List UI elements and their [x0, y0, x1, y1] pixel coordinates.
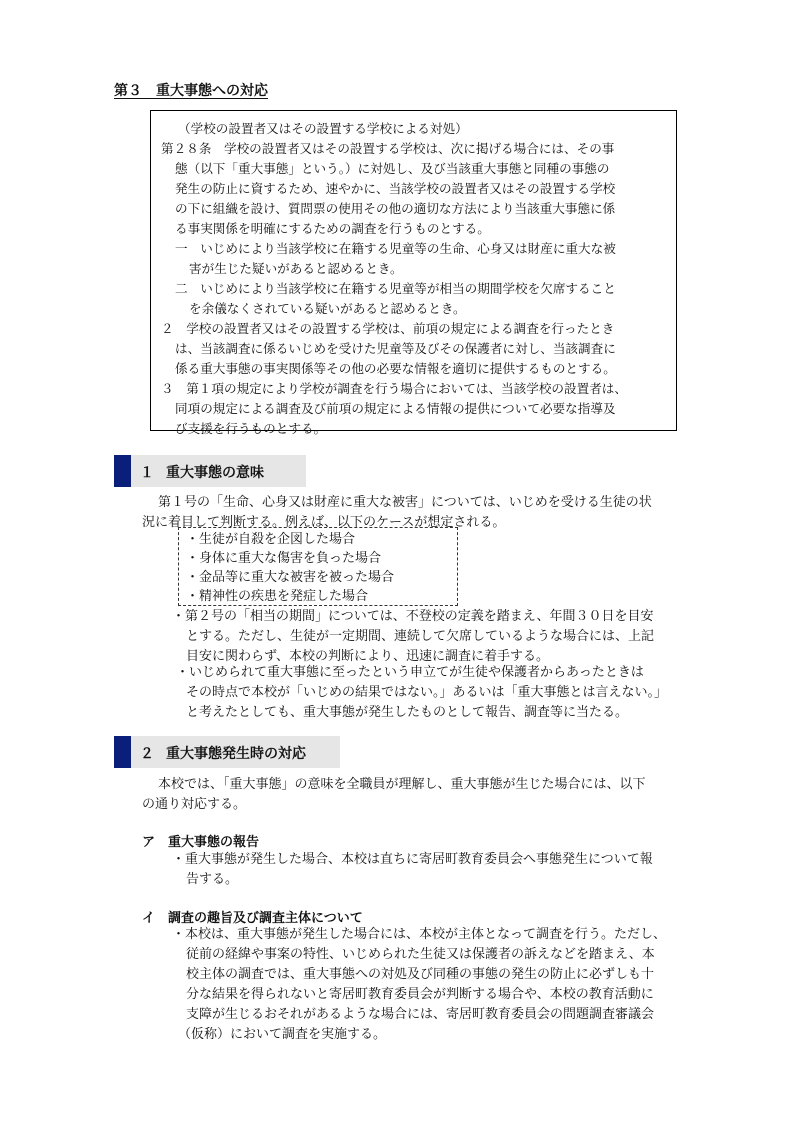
section-marker: [114, 455, 131, 487]
note-claim: ・いじめられて重大事態に至ったという申立てが生徒や保護者からあったときは: [176, 665, 644, 680]
law-caption: （学校の設置者又はその設置する学校による対処）: [178, 121, 468, 136]
note-period: 目安に関わらず、本校の判断により、迅速に調査に着手する。: [186, 649, 549, 664]
law-paragraph-line: 係る重大事態の事実関係等その他の必要な情報を適切に提供するものとする。: [175, 361, 616, 376]
case-item: ・精神性の疾患を発症した場合: [186, 589, 369, 604]
law-paragraph-line: 同項の規定による調査及び前項の規定による情報の提供について必要な指導及: [175, 401, 616, 416]
subsection-i-heading: イ 調査の趣旨及び調査主体について: [142, 911, 363, 926]
section-1-intro: 況に着目して判断する。例えば、以下のケースが想定される。: [142, 515, 506, 530]
section-marker: [114, 736, 131, 768]
subsection-i-line: 支障が生じるおそれがあるような場合には、寄居町教育委員会の問題調査審議会: [186, 1007, 655, 1022]
section-title: 重大事態発生時の対応: [166, 746, 306, 762]
subsection-i-line: 分な結果を得られないと寄居町教育委員会が判断する場合や、本校の教育活動に: [186, 987, 654, 1002]
section-number: ２: [140, 746, 154, 762]
note-period: とする。ただし、生徒が一定期間、連続して欠席しているような場合には、上記: [186, 629, 655, 644]
law-article-box: [150, 110, 677, 436]
subsection-i-line: （仮称）において調査を実施する。: [178, 1027, 387, 1042]
note-period: ・第２号の「相当の期間」については、不登校の定義を踏まえ、年間３０日を目安: [172, 609, 654, 624]
section-number: １: [140, 465, 154, 481]
law-article-line: 態（以下「重大事態」という。）に対処し、及び当該重大事態と同種の事態の: [175, 161, 610, 176]
subsection-i-line: ・本校は、重大事態が発生した場合には、本校が主体となって調査を行う。ただし、: [172, 927, 667, 942]
case-item: ・身体に重大な傷害を負った場合: [186, 551, 382, 566]
subsection-a-heading: ア 重大事態の報告: [142, 835, 260, 850]
law-article-line: の下に組織を設け、質問票の使用その他の適切な方法により当該重大事態に係: [175, 201, 616, 216]
page-title: 第３ 重大事態への対応: [114, 83, 268, 99]
law-article-line: 発生の防止に資するため、速やかに、当該学校の設置者又はその設置する学校: [175, 181, 616, 196]
law-paragraph-line: び支援を行うものとする。: [175, 421, 327, 436]
section-1-heading: [114, 455, 306, 487]
law-paragraph-line: は、当該調査に係るいじめを受けた児童等及びその保護者に対し、当該調査に: [175, 341, 616, 356]
note-claim: と考えたとしても、重大事態が発生したものとして報告、調査等に当たる。: [186, 705, 629, 720]
subsection-a-line: ・重大事態が発生した場合、本校は直ちに寄居町教育委員会へ事態発生について報: [172, 852, 653, 867]
law-article-line: 第２８条 学校の設置者又はその設置する学校は、次に掲げる場合には、その事: [161, 141, 615, 156]
section-2-heading: [114, 736, 340, 768]
subsection-i-line: 校主体の調査では、重大事態への対処及び同種の事態の発生の防止に必ずしも十: [186, 967, 655, 982]
section-2-intro: の通り対応する。: [142, 797, 247, 812]
law-item-line: 害が生じた疑いがあると認めるとき。: [189, 261, 403, 276]
law-paragraph-line: ３ 第１項の規定により学校が調査を行う場合においては、当該学校の設置者は、: [161, 381, 627, 396]
law-item-line: 二 いじめにより当該学校に在籍する児童等が相当の期間学校を欠席すること: [175, 281, 616, 296]
subsection-i-line: 従前の経緯や事案の特性、いじめられた生徒又は保護者の訴えなどを踏まえ、本: [186, 947, 655, 962]
subsection-a-line: 告する。: [186, 872, 239, 887]
law-item-line: を余儀なくされている疑いがあると認めるとき。: [189, 301, 466, 316]
section-2-intro: 本校では、「重大事態」の意味を全職員が理解し、重大事態が生じた場合には、以下: [158, 777, 646, 792]
case-item: ・金品等に重大な被害を被った場合: [186, 570, 395, 585]
section-1-intro: 第１号の「生命、心身又は財産に重大な被害」については、いじめを受ける生徒の状: [158, 495, 652, 510]
case-item: ・生徒が自殺を企図した場合: [186, 532, 356, 547]
section-title: 重大事態の意味: [166, 465, 264, 481]
law-paragraph-line: ２ 学校の設置者又はその設置する学校は、前項の規定による調査を行ったとき: [161, 321, 615, 336]
law-article-line: る事実関係を明確にするための調査を行うものとする。: [175, 221, 490, 236]
law-item-line: 一 いじめにより当該学校に在籍する児童等の生命、心身又は財産に重大な被: [175, 241, 616, 256]
note-claim: その時点で本校が「いじめの結果ではない。」あるいは「重大事態とは言えない。」: [186, 685, 668, 700]
